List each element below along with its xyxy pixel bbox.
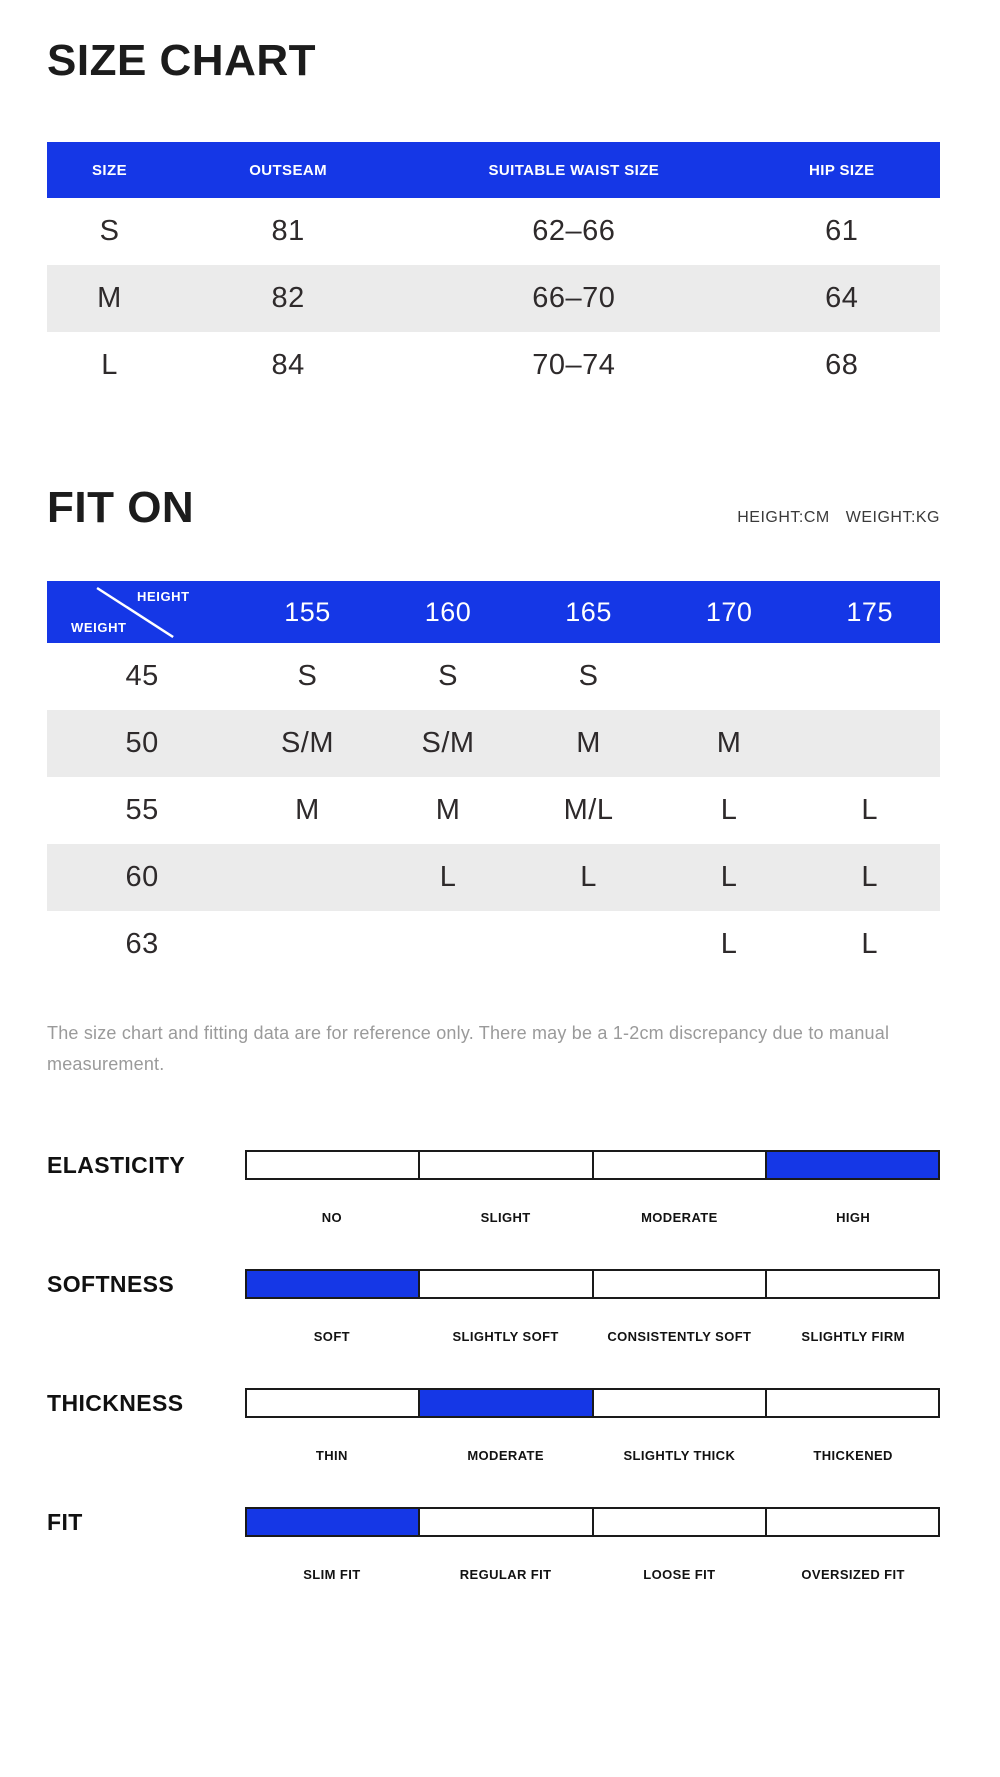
height-column-170: 170 bbox=[659, 581, 800, 643]
column-header-hip: HIP SIZE bbox=[744, 142, 940, 198]
fit-cell: L bbox=[720, 794, 738, 827]
axis-corner-cell bbox=[47, 581, 237, 643]
height-column-160: 160 bbox=[378, 581, 519, 643]
scale-segment bbox=[247, 1509, 420, 1535]
fit-cell: S bbox=[297, 660, 318, 693]
size-cell: S bbox=[99, 215, 120, 248]
fit-cell: M bbox=[716, 727, 742, 760]
scale-bar bbox=[245, 1507, 940, 1537]
fit-cell bbox=[237, 911, 378, 978]
waist-cell: 70–74 bbox=[532, 349, 616, 382]
scale-fit bbox=[47, 1507, 940, 1582]
fit-cell bbox=[799, 710, 940, 777]
table-row bbox=[47, 710, 940, 777]
weight-cell: 55 bbox=[125, 794, 159, 827]
scale-option-label: NO bbox=[321, 1210, 343, 1226]
scale-options bbox=[245, 1210, 940, 1225]
table-row bbox=[47, 332, 940, 399]
scale-name: ELASTICITY bbox=[47, 1151, 186, 1178]
scale-option-label: OVERSIZED FIT bbox=[801, 1567, 905, 1583]
scale-elasticity bbox=[47, 1150, 940, 1225]
column-header-outseam: OUTSEAM bbox=[172, 142, 404, 198]
fit-cell: L bbox=[439, 861, 457, 894]
column-header-waist: SUITABLE WAIST SIZE bbox=[404, 142, 743, 198]
size-chart-table bbox=[47, 142, 940, 399]
scale-segment bbox=[420, 1271, 593, 1297]
height-column-155: 155 bbox=[237, 581, 378, 643]
waist-cell: 66–70 bbox=[532, 282, 616, 315]
size-cell: L bbox=[101, 349, 118, 382]
height-unit-label: HEIGHT:CM bbox=[737, 509, 830, 527]
scale-segment bbox=[420, 1509, 593, 1535]
scale-option-label: CONSISTENTLY SOFT bbox=[607, 1329, 752, 1345]
fit-cell: L bbox=[861, 861, 879, 894]
scale-softness bbox=[47, 1269, 940, 1344]
disclaimer-note: The size chart and fitting data are for reference only. There may be a 1-2cm discrepancy due to manual measurement. bbox=[47, 1023, 890, 1075]
outseam-cell: 81 bbox=[271, 215, 305, 248]
size-chart-title: SIZE CHART bbox=[47, 36, 316, 85]
scale-options bbox=[245, 1567, 940, 1582]
scale-segment bbox=[247, 1390, 420, 1416]
fit-cell: L bbox=[580, 861, 597, 894]
fit-on-title: FIT ON bbox=[47, 483, 195, 533]
units-note bbox=[737, 509, 940, 531]
weight-cell: 63 bbox=[125, 928, 159, 961]
scale-option-label: SLIGHTLY FIRM bbox=[801, 1329, 905, 1345]
outseam-cell: 82 bbox=[271, 282, 305, 315]
hip-cell: 68 bbox=[825, 349, 859, 382]
scale-segment bbox=[420, 1152, 593, 1178]
scale-bar bbox=[245, 1269, 940, 1299]
height-column-175: 175 bbox=[799, 581, 940, 643]
scale-name: THICKNESS bbox=[47, 1389, 184, 1416]
scale-segment bbox=[420, 1390, 593, 1416]
weight-cell: 60 bbox=[125, 861, 159, 894]
fit-cell: S bbox=[578, 660, 599, 693]
fit-cell: L bbox=[720, 861, 738, 894]
fit-cell: M bbox=[435, 794, 461, 827]
height-column-165: 165 bbox=[518, 581, 659, 643]
hip-cell: 61 bbox=[825, 215, 859, 248]
table-row bbox=[47, 643, 940, 710]
size-cell: M bbox=[97, 282, 122, 315]
scale-option-label: MODERATE bbox=[467, 1448, 544, 1464]
fit-cell bbox=[518, 911, 659, 978]
weight-cell: 50 bbox=[125, 727, 159, 760]
fit-cell: M/L bbox=[563, 794, 614, 827]
column-header-size: SIZE bbox=[47, 142, 172, 198]
scale-segment bbox=[594, 1509, 767, 1535]
scale-segment bbox=[594, 1152, 767, 1178]
scale-option-label: SOFT bbox=[313, 1329, 350, 1345]
scale-segment bbox=[247, 1271, 420, 1297]
scale-option-label: MODERATE bbox=[641, 1210, 718, 1226]
fit-cell bbox=[237, 844, 378, 911]
size-guide-page bbox=[47, 0, 940, 1582]
fit-cell: S bbox=[438, 660, 458, 693]
scale-segment bbox=[767, 1390, 938, 1416]
waist-cell: 62–66 bbox=[532, 215, 616, 248]
scale-option-label: HIGH bbox=[836, 1210, 871, 1226]
fit-on-table bbox=[47, 581, 940, 978]
scale-segment bbox=[247, 1152, 420, 1178]
scale-option-label: SLIGHT bbox=[480, 1210, 531, 1226]
fit-cell bbox=[659, 643, 800, 710]
scale-option-label: SLIM FIT bbox=[303, 1567, 361, 1583]
scale-option-label: REGULAR FIT bbox=[459, 1567, 552, 1583]
fit-cell: L bbox=[720, 928, 738, 961]
scale-name: FIT bbox=[47, 1508, 83, 1535]
scale-segment bbox=[594, 1390, 767, 1416]
scale-option-label: THIN bbox=[315, 1448, 348, 1464]
hip-cell: 64 bbox=[825, 282, 859, 315]
scale-option-label: SLIGHTLY THICK bbox=[623, 1448, 736, 1464]
weight-cell: 45 bbox=[125, 660, 159, 693]
axis-height-label: HEIGHT bbox=[137, 589, 190, 605]
fit-cell: M bbox=[295, 794, 320, 827]
fit-on-header bbox=[47, 485, 940, 531]
fabric-scales bbox=[47, 1150, 940, 1582]
scale-options bbox=[245, 1329, 940, 1344]
scale-segment bbox=[767, 1271, 938, 1297]
fit-cell: M bbox=[576, 727, 601, 760]
fit-cell bbox=[799, 643, 940, 710]
table-row bbox=[47, 844, 940, 911]
scale-options bbox=[245, 1448, 940, 1463]
table-row bbox=[47, 198, 940, 265]
outseam-cell: 84 bbox=[271, 349, 305, 382]
fit-on-table-header bbox=[47, 581, 940, 643]
scale-name: SOFTNESS bbox=[47, 1270, 175, 1297]
fit-cell: S/M bbox=[280, 727, 334, 760]
scale-bar bbox=[245, 1150, 940, 1180]
fit-cell: L bbox=[861, 794, 879, 827]
fit-cell: L bbox=[861, 928, 879, 961]
scale-segment bbox=[767, 1509, 938, 1535]
scale-option-label: LOOSE FIT bbox=[643, 1567, 716, 1583]
table-row bbox=[47, 777, 940, 844]
scale-option-label: THICKENED bbox=[813, 1448, 893, 1464]
fit-cell bbox=[378, 911, 519, 978]
size-chart-header bbox=[47, 142, 940, 198]
weight-unit-label: WEIGHT:KG bbox=[845, 509, 940, 527]
fit-cell: S/M bbox=[421, 727, 475, 760]
scale-option-label: SLIGHTLY SOFT bbox=[452, 1329, 559, 1345]
table-row bbox=[47, 265, 940, 332]
scale-segment bbox=[594, 1271, 767, 1297]
scale-thickness bbox=[47, 1388, 940, 1463]
table-row bbox=[47, 911, 940, 978]
axis-weight-label: WEIGHT bbox=[71, 620, 127, 636]
scale-segment bbox=[767, 1152, 938, 1178]
scale-bar bbox=[245, 1388, 940, 1418]
